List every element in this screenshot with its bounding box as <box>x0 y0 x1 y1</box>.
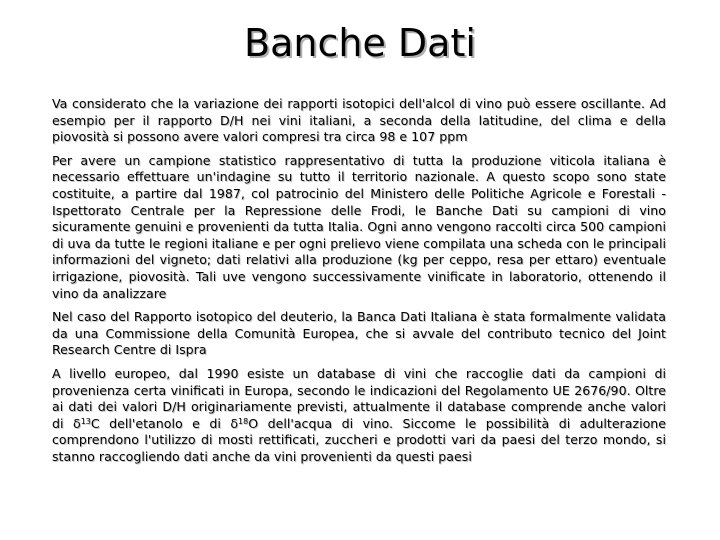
paragraph-italian-databank: Per avere un campione statistico rappresentativo di tutta la produzione viticola italiana è necessario effettuare un'indagine su tutto il territorio nazionale. A questo scopo sono state costituite, a partire dal 1987, col patrocinio del Ministero delle Politiche Agricole e Forestali - Ispettorato Centrale per la Repressione delle Frodi, le Banche Dati su campioni di vino sicuramente genuini e provenienti da tutta Italia. Ogni anno vengono raccolti circa 500 campioni di uva da tutte le regioni italiane e per ogni prelievo viene compilata una scheda con le principali informazioni del vigneto; dati relativi alla produzione (kg per ceppo, resa per ettaro) eventuale irrigazione, piovosità. Tali uve vengono successivamente vinificate in laboratorio, ottenendo il vino da analizzare <box>52 152 666 301</box>
paragraph-deuterium-validation: Nel caso del Rapporto isotopico del deuterio, la Banca Dati Italiana è stata formalmente validata da una Commissione della Comunità Europea, che si avvale del contributo tecnico del Joint Research Centre di Ispra <box>52 309 666 358</box>
paragraph-european-database-part1: A livello europeo, dal 1990 esiste un database di vini che raccoglie dati da campioni di provenienza certa vinificati in Europa, secondo le indicazioni del Regolamento UE 2676/90. Oltre ai dati dei valori D/H originariamente previsti, attualmente il database comprende anche valori di δ <box>52 365 666 431</box>
paragraph-european-database-part3: O dell'acqua di vino. Siccome le possibilità di adulterazione comprendono l'utilizzo di mosti rettificati, zuccheri e prodotti vari da paesi del terzo mondo, si stanno raccogliendo dati anche da vini provenienti da questi paesi <box>52 415 667 464</box>
isotope-18-superscript: 18 <box>238 416 249 426</box>
slide-title: Banche Dati <box>244 21 476 65</box>
paragraph-european-database <box>52 366 666 466</box>
paragraph-isotopic-variation: Va considerato che la variazione dei rapporti isotopici dell'alcol di vino può essere oscillante. Ad esempio per il rapporto D/H nei vini italiani, a seconda della latitudine, del clima e della piovosità si possono avere valori compresi tra circa 98 e 107 ppm <box>52 96 666 145</box>
slide-body <box>52 96 666 472</box>
isotope-13-superscript: 13 <box>80 416 91 426</box>
paragraph-european-database-part2: C dell'etanolo e di δ <box>90 415 239 431</box>
